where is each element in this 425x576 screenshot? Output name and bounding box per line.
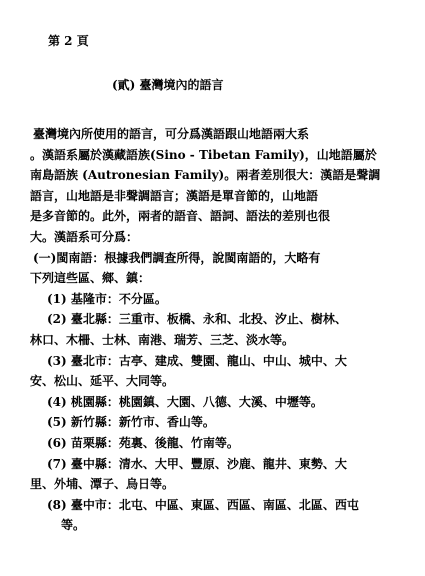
paragraph-line: 語言，山地語是非聲調語言；漢語是單音節的，山地語 xyxy=(30,188,319,203)
list-item: (1) 基隆市：不分區。 xyxy=(47,291,167,306)
list-item: (6) 苗栗縣：苑裏、後龍、竹南等。 xyxy=(47,435,239,450)
list-item: (8) 臺中市：北屯、中區、東區、西區、南區、北區、西屯 xyxy=(47,497,359,512)
paragraph-line: 大。漢語系可分爲： xyxy=(30,229,139,244)
list-item: (4) 桃園縣：桃園鎮、大園、八德、大溪、中壢等。 xyxy=(47,394,323,409)
subsection-heading: (一)閩南語：根據我們調查所得，說閩南語的，大略有 xyxy=(33,250,321,265)
paragraph-line: 。漢語系屬於漢藏語族(Sino - Tibetan Family)，山地語屬於 xyxy=(30,147,377,162)
list-item: (7) 臺中縣：清水、大甲、豐原、沙鹿、龍井、東勢、大 xyxy=(47,456,347,471)
body-text xyxy=(30,124,406,536)
list-item-continuation: 等。 xyxy=(61,518,86,533)
list-item-continuation: 安、松山、延平、大同等。 xyxy=(30,374,175,389)
list-item: (5) 新竹縣：新竹市、香山等。 xyxy=(47,415,215,430)
list-item-continuation: 里、外埔、潭子、烏日等。 xyxy=(30,477,175,492)
paragraph-line: 下列這些區、鄉、鎮： xyxy=(30,271,151,286)
page-number: 第 2 頁 xyxy=(48,34,89,48)
list-item-continuation: 林口、木柵、士林、南港、瑞芳、三芝、淡水等。 xyxy=(30,332,295,347)
paragraph-line: 是多音節的。此外，兩者的語音、語詞、語法的差別也很 xyxy=(30,209,331,224)
paragraph-line: 臺灣境內所使用的語言，可分爲漢語跟山地語兩大系 xyxy=(33,127,310,141)
list-item: (2) 臺北縣：三重市、板橋、永和、北投、汐止、樹林、 xyxy=(47,312,347,327)
list-item: (3) 臺北市：古亭、建成、雙園、龍山、中山、城中、大 xyxy=(47,353,347,368)
paragraph-line: 南島語族 (Autronesian Family)。兩者差別很大：漢語是聲調 xyxy=(30,168,381,183)
section-title: (貳) 臺灣境內的語言 xyxy=(112,78,224,92)
